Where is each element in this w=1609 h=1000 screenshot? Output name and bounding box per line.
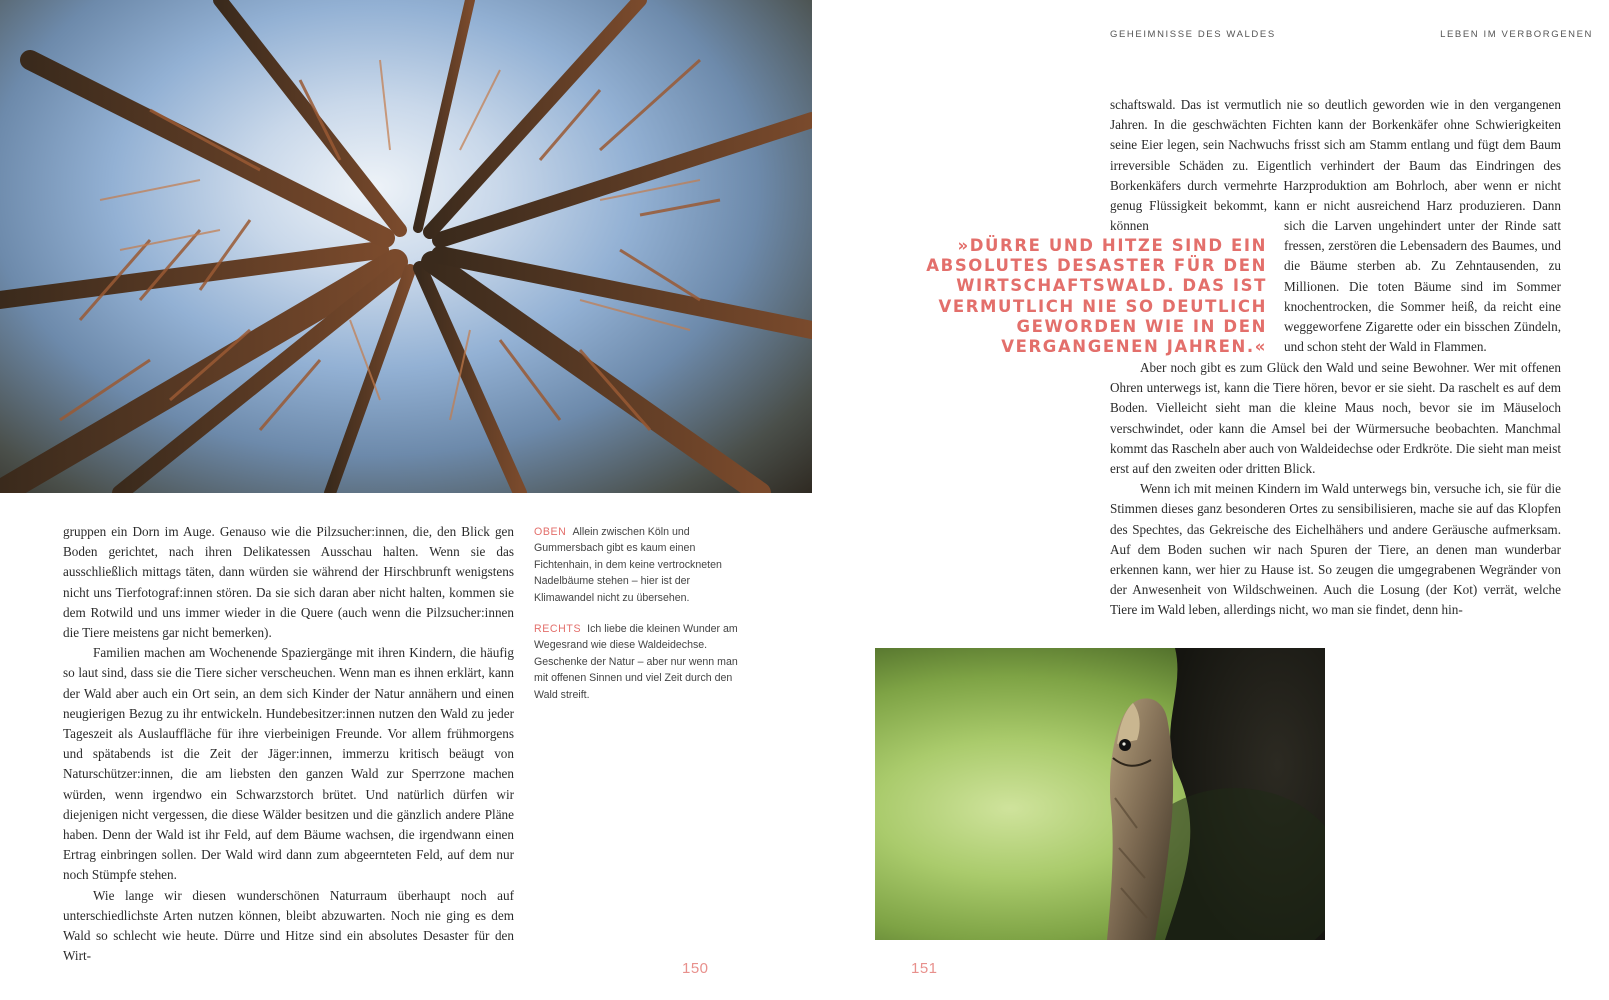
body-paragraph: sich die Larven ungehindert unter der Rinde satt fressen, zerstören die Lebensadern des Baumes, und die Bäume sterben ab. Zu Zehntausenden, zu Millionen. Die toten Bäume sind im Sommer knochentrocken, die Sommer heiß, da reicht eine weggeworfene Zigarette oder ein bisschen Zündeln, und schon steht der Wald in Flammen. — [1284, 218, 1561, 355]
photo-lizard — [875, 648, 1325, 940]
caption-text-right: Ich liebe die kleinen Wunder am Wegesrand wie diese Waldeidechse. Geschenke der Natur – aber nur wenn man mit offenen Sinnen und viel Zeit durch den Wald streift. — [534, 623, 738, 701]
caption-text-top: Allein zwischen Köln und Gummersbach gibt es kaum einen Fichtenhain, in dem keine vertrockneten Nadelbäume stehen – hier ist der Klimawandel nicht zu übersehen. — [534, 526, 722, 604]
lizard-illustration — [875, 648, 1325, 940]
spruce-canopy-illustration — [0, 0, 812, 493]
caption-top — [534, 524, 752, 606]
left-page-body — [63, 522, 514, 966]
caption-label-top: OBEN — [534, 526, 567, 538]
running-header-left: GEHEIMNISSE DES WALDES — [1110, 29, 1276, 40]
body-paragraph: Wie lange wir diesen wunderschönen Naturraum überhaupt noch auf unterschiedlichste Arten nutzen können, bleibt abzuwarten. Noch nie ging es dem Wald so schlecht wie heute. Dürre und Hitze sind ein absolutes Desaster für den Wirt- — [63, 887, 514, 964]
right-page-body-wrap — [1284, 216, 1561, 357]
body-paragraph: Wenn ich mit meinen Kindern im Wald unterwegs bin, versuche ich, sie für die Stimmen dieses ganz besonderen Ortes zu sensibilisieren, mache sie auf das Klopfen des Spechtes, das Gekreische des Eichelhähers und andere Geräusche aufmerksam. Auf dem Boden suchen wir nach Spuren der Tiere, an denen man wunderbar erkennen kann, wer hier zu Hause ist. So zeugen die umgegrabenen Wegränder von der Anwesenheit von Wildschweinen. Auch die Losung (der Kot) verrät, welche Tiere im Wald leben, allerdings nicht, wo man sie findet, denn hin- — [1110, 481, 1561, 618]
page-number-left: 150 — [682, 960, 709, 977]
photo-spruce-canopy — [0, 0, 812, 493]
running-header-right: LEBEN IM VERBORGENEN — [1440, 29, 1593, 40]
page-number-right: 151 — [911, 960, 938, 977]
body-paragraph: Familien machen am Wochenende Spaziergänge mit ihren Kindern, die häufig so laut sind, dass sie die Tiere sicher verscheuchen. Wenn man es ihnen erklärt, kann der Wald aber auch ein Ort sein, an dem sich Kinder der Natur annähern und einen neugierigen Bezug zu ihr entwickeln. Hundebesitzer:innen nutzen den Wald zu jeder Tageszeit als Auslauffläche für ihre vierbeinigen Freunde. Vor allem frühmorgens und spätabends ist die Zeit der Jäger:innen, immerzu kritisch beäugt von Naturschützer:innen, die am liebsten den ganzen Wald zur Sperrzone machen würden, wenn irgendwo ein Schwarzstorch brütet. Und natürlich dürfen wir diejenigen nicht vergessen, die diese Wälder besitzen und die gänzlich andere Pläne haben. Denn der Wald ist ihr Feld, auf dem Bäume wachsen, die irgendwann einen Ertrag einbringen sollen. Der Wald wird dann zum abgeernteten Feld, auf dem nur noch Stümpfe stehen. — [63, 645, 514, 883]
caption-right — [534, 621, 752, 703]
caption-label-right: RECHTS — [534, 623, 582, 636]
pull-quote: »DÜRRE UND HITZE SIND EIN ABSOLUTES DESASTER FÜR DEN WIRTSCHAFTSWALD. DAS IST VERMUTLICH NIE SO DEUTLICH GEWORDEN WIE IN DEN VERGANGENEN JAHREN.« — [926, 236, 1267, 357]
body-paragraph: Aber noch gibt es zum Glück den Wald und seine Bewohner. Wer mit offenen Ohren unterwegs ist, kann die Tiere hören, bevor er sie sieht. Da raschelt es auf dem Boden. Vielleicht sieht man die kleine Maus noch, bevor sie im Mäuseloch verschwindet, oder kann die Amsel bei der Würmersuche beobachten. Manchmal kommt das Rascheln aber auch von Waldeidechse oder Erdkröte. Die sieht man meist erst auf den zweiten oder dritten Blick. — [1110, 360, 1561, 477]
photo-captions — [534, 524, 752, 718]
body-paragraph: gruppen ein Dorn im Auge. Genauso wie die Pilzsucher:innen, die, den Blick gen Boden gerichtet, nach ihren Delikatessen Ausschau halten. Wenn sie das ausschließlich mittags täten, dann würden sie während der Hirschbrunft wenigstens nicht uns Tierfotograf:innen stören. Da sie sich daran aber nicht halten, kommen sie dem Rotwild und uns immer wieder in die Quere (auch wenn die Pilzsucher:innen die Tiere meistens gar nicht bemerken). — [63, 524, 514, 641]
body-paragraph: schaftswald. Das ist vermutlich nie so deutlich geworden wie in den vergangenen Jahren. In die geschwächten Fichten kann der Borkenkäfer ohne Schwierigkeiten seine Eier legen, sein Nachwuchs frisst sich am Stamm entlang und fügt dem Baum irreversible Schäden zu. Eigentlich verhindert der Baum das Eindringen des Borkenkäfers durch vermehrte Harzproduktion am Bohrloch, aber wenn er nicht genug Flüssigkeit bekommt, kann er nicht ausreichend Harz produzieren. Dann können — [1110, 97, 1561, 234]
right-page-body-bottom — [1110, 358, 1561, 621]
